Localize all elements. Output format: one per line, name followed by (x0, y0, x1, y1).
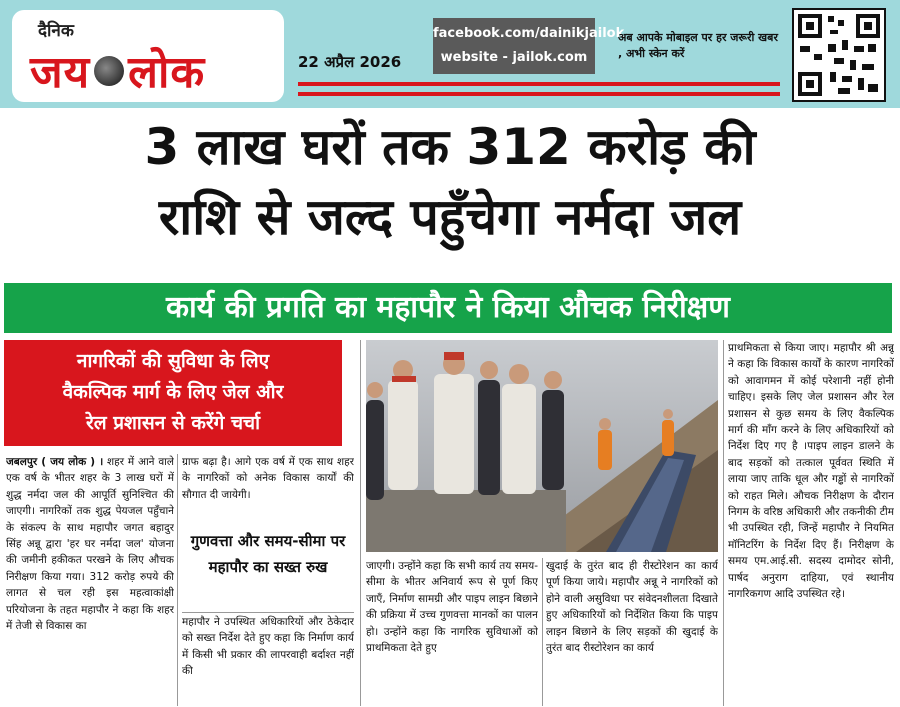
issue-date: 22 अप्रैल 2026 (298, 53, 402, 71)
logo[interactable] (12, 10, 284, 102)
news-photo (366, 340, 718, 552)
column-divider (542, 558, 543, 706)
social-links-box (433, 18, 625, 74)
logo-wordmark (30, 40, 205, 100)
main-headline (0, 112, 900, 252)
logo-left-text: जय (30, 47, 91, 98)
article-column-2: ग्राफ बढ़ा है। आगे एक वर्ष में एक साथ शहर के नागरिकों को अनेक विकास कार्यों की सौगात दी जायेगी। (182, 456, 354, 501)
column-divider (177, 454, 178, 706)
headline-line-1: 3 लाख घरों तक 312 करोड़ की (144, 118, 756, 176)
website-link[interactable]: website - jailok.com (440, 50, 588, 65)
highlight-line-1: नागरिकों की सुविधा के लिए (76, 350, 270, 372)
article-sub-heading: गुणवत्ता और समय-सीमा पर महापौर का सख्त रुख (190, 532, 346, 576)
logo-small-text: दैनिक (38, 21, 74, 41)
dateline: जबलपुर ( जय लोक ) । (6, 456, 104, 468)
masthead (0, 0, 900, 108)
masthead-red-rule-1 (298, 82, 780, 86)
sub-heading-rule (182, 612, 354, 613)
highlight-box (4, 340, 342, 446)
qr-code-icon[interactable] (792, 8, 886, 102)
column-divider (723, 340, 724, 706)
column-divider (360, 340, 361, 706)
masthead-red-rule-2 (298, 92, 780, 96)
headline-line-2: राशि से जल्द पहुँचेगा नर्मदा जल (158, 188, 742, 246)
globe-icon (94, 56, 124, 86)
sub-headline-bar: कार्य की प्रगति का महापौर ने किया औचक निरीक्षण (4, 283, 892, 333)
article-column-3: जाएगी। उन्होंने कहा कि सभी कार्य तय समय-सीमा के भीतर अनिवार्य रूप से पूर्ण किए जाएँ, निर्माण सामग्री और पाइप लाइन बिछाने की प्रक्रिया में उच्च गुणवत्ता मानकों का पालन हो। उन्होंने कहा कि नागरिक सुविधाओं को प्राथमिकता देते हुए (366, 560, 538, 655)
article-column-5: प्राथमिकता से किया जाए। महापौर श्री अन्नू ने कहा कि विकास कार्यों के कारण नागरिकों को आवागमन में कोई परेशानी नहीं होनी चाहिए। इसके लिए जेल प्रशासन और रेल प्रशासन से कुछ समय के लिए वैकल्पिक मार्ग की माँग करने के लिए अधिकारियों को निर्देश दिए गए है ।पाइप लाइन डालने के बाद सड़कों को तत्काल पूर्ववत स्थिति में लाया जाए ताकि धूल और गड्ढों से नागरिकों को राहत मिले। औचक निरीक्षण के दौरान निगम के वरिष्ठ अधिकारी और तकनीकी टीम भी उपस्थित रही, जिन्हें महापौर ने नियमित मॉनिटरिंग के निर्देश दिए हैं। निरीक्षण के समय एम.आई.सी. सदस्य दामोदर सोनी, पार्षद अनुराग दाहिया, एवं स्थानीय नागरिकगण आदि उपस्थित रहे। (728, 342, 894, 601)
article-column-1-text: शहर में आने वाले एक वर्ष के भीतर शहर के 3 लाख घरों में शुद्ध नर्मदा जल की आपूर्ति सुनिश्चित की जाएगी। नागरिकों तक शुद्ध पेयजल पहुँचाने के संकल्प के साथ महापौर जगत बहादुर सिंह अन्नू द्वारा 'हर घर नर्मदा जल' योजना की जमीनी हकीकत परखने के लिए औचक निरीक्षण किया गया। 312 करोड़ रुपये की लागत से चल रही इस महत्वाकांक्षी परियोजना के तहत महापौर ने कहा कि शहर में तेजी से विकास का (6, 456, 174, 633)
facebook-link[interactable]: facebook.com/dainikjailok (433, 26, 625, 41)
logo-right-text: लोक (128, 47, 206, 98)
article-column-4: खुदाई के तुरंत बाद ही रीस्टोरेशन का कार्य पूर्ण किया जाये। महापौर अन्नू ने नागरिकों को होने वाली असुविधा पर संवेदनशीलता दिखाते हुए अधिकारियों को निर्देशित किया कि पाइप लाइन बिछाने के लिए सड़कों की खुदाई के तुरंत बाद रीस्टोरेशन का कार्य (546, 560, 718, 655)
article-column-2b: महापौर ने उपस्थित अधिकारियों और ठेकेदार को सख्त निर्देश देते हुए कहा कि निर्माण कार्य में किसी भी प्रकार की लापरवाही बर्दाश्त नहीं की (182, 616, 354, 678)
mobile-promo-text: अब आपके मोबाइल पर हर जरूरी खबर , अभी स्केन करें (618, 31, 778, 60)
highlight-line-2: वैकल्पिक मार्ग के लिए जेल और (62, 381, 284, 403)
highlight-line-3: रेल प्रशासन से करेंगे चर्चा (85, 412, 261, 434)
article-column-1 (6, 454, 174, 706)
